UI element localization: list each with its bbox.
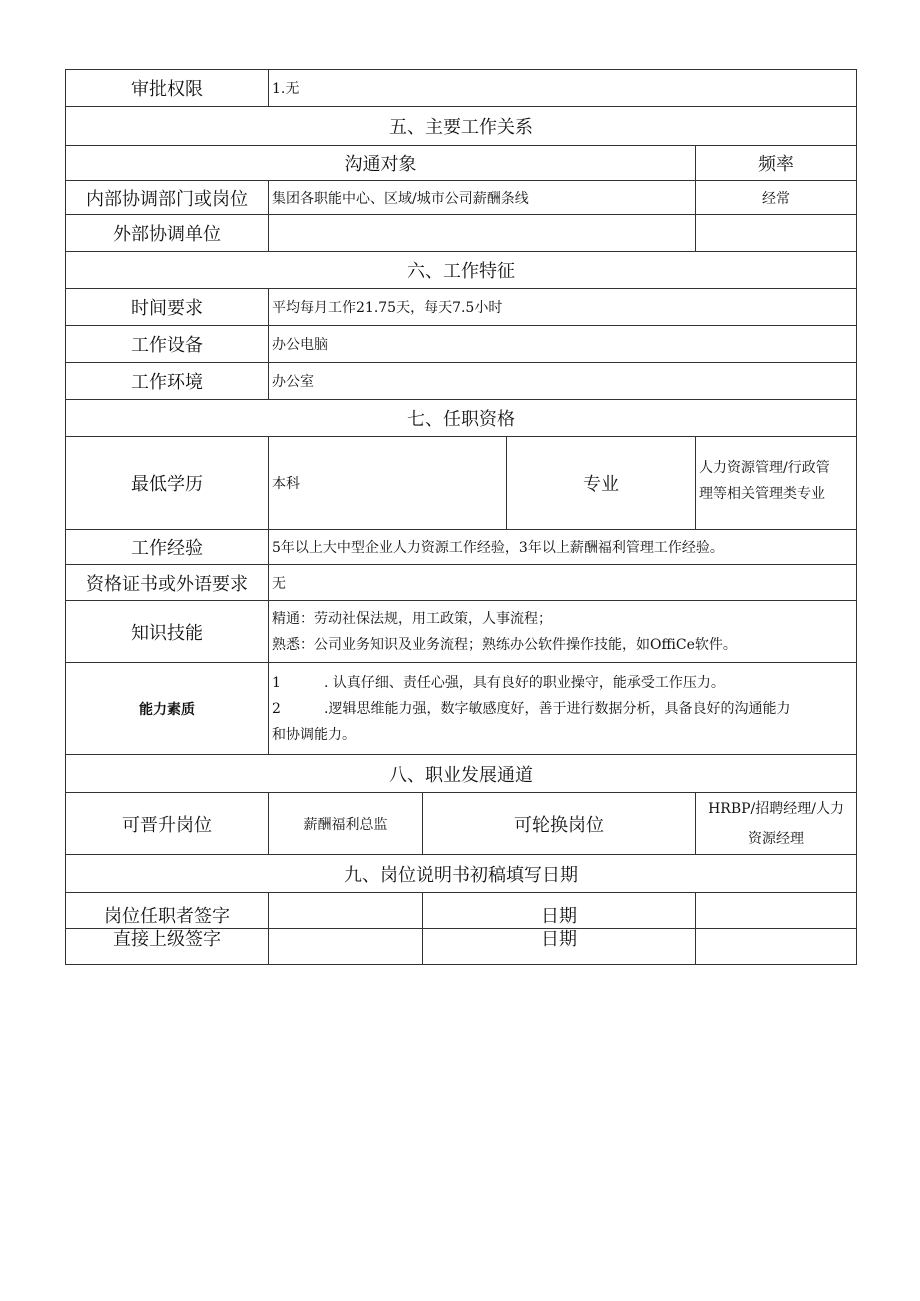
promote-value: 薪酬福利总监 [269, 793, 423, 855]
knowledge-label: 知识技能 [66, 601, 269, 663]
section5-header [66, 107, 857, 146]
external-row [66, 215, 857, 252]
experience-row [66, 530, 857, 565]
experience-value: 5年以上大中型企业人力资源工作经验，3年以上薪酬福利管理工作经验。 [269, 530, 857, 565]
ability-item-1-number: 1 [272, 674, 281, 691]
section9-header [66, 855, 857, 893]
section5-title: 五、主要工作关系 [66, 107, 857, 146]
promote-label: 可晋升岗位 [66, 793, 269, 855]
career-row [66, 793, 857, 855]
knowledge-row [66, 601, 857, 663]
environment-label: 工作环境 [66, 363, 269, 400]
time-label: 时间要求 [66, 289, 269, 326]
time-value: 平均每月工作21.75天，每天7.5小时 [269, 289, 857, 326]
section9-title: 九、岗位说明书初稿填写日期 [66, 855, 857, 893]
section8-title: 八、职业发展通道 [66, 755, 857, 793]
knowledge-value [269, 601, 857, 663]
job-description-table [65, 69, 857, 965]
internal-row [66, 181, 857, 215]
holder-sign-field[interactable] [269, 893, 423, 929]
major-line-2: 理等相关管理类专业 [699, 486, 825, 502]
time-row [66, 289, 857, 326]
ability-label: 能力素质 [66, 663, 269, 755]
approval-value: 1.无 [269, 70, 857, 107]
education-label: 最低学历 [66, 437, 269, 530]
equipment-value: 办公电脑 [269, 326, 857, 363]
supervisor-date-label: 日期 [423, 929, 696, 965]
knowledge-line-1: 精通：劳动社保法规，用工政策，人事流程； [272, 610, 552, 627]
ability-value [269, 663, 857, 755]
ability-item-2-number: 2 [272, 700, 281, 717]
equipment-row [66, 326, 857, 363]
approval-row [66, 70, 857, 107]
supervisor-sign-row [66, 929, 857, 965]
education-value: 本科 [269, 437, 507, 530]
holder-sign-label: 岗位任职者签字 [66, 893, 269, 929]
certificate-value: 无 [269, 565, 857, 601]
internal-label: 内部协调部门或岗位 [66, 181, 269, 215]
ability-item-2-text: .逻辑思维能力强，数字敏感度好，善于进行数据分析，具备良好的沟通能力 [324, 700, 791, 717]
education-row [66, 437, 857, 530]
ability-item-2 [272, 696, 856, 722]
section7-title: 七、任职资格 [66, 400, 857, 437]
major-label: 专业 [507, 437, 696, 530]
ability-item-1 [272, 670, 856, 696]
external-label: 外部协调单位 [66, 215, 269, 252]
section8-header [66, 755, 857, 793]
holder-sign-row [66, 893, 857, 929]
rotate-line-2: 资源经理 [748, 830, 805, 847]
rotate-value [696, 793, 857, 855]
external-freq [696, 215, 857, 252]
section7-header [66, 400, 857, 437]
supervisor-sign-field[interactable] [269, 929, 423, 965]
comm-header-row [66, 146, 857, 181]
holder-date-field[interactable] [696, 893, 857, 929]
certificate-row [66, 565, 857, 601]
knowledge-line-2: 熟悉：公司业务知识及业务流程；熟练办公软件操作技能，如OffiCe软件。 [272, 636, 737, 653]
certificate-label: 资格证书或外语要求 [66, 565, 269, 601]
supervisor-sign-label: 直接上级签字 [66, 929, 269, 965]
ability-item-2-continued: 和协调能力。 [272, 726, 356, 743]
section6-title: 六、工作特征 [66, 252, 857, 289]
environment-row [66, 363, 857, 400]
section6-header [66, 252, 857, 289]
holder-date-label: 日期 [423, 893, 696, 929]
comm-target-header: 沟通对象 [66, 146, 696, 181]
internal-value: 集团各职能中心、区域/城市公司薪酬条线 [269, 181, 696, 215]
internal-freq: 经常 [696, 181, 857, 215]
major-value [696, 437, 857, 530]
environment-value: 办公室 [269, 363, 857, 400]
supervisor-date-field[interactable] [696, 929, 857, 965]
rotate-label: 可轮换岗位 [423, 793, 696, 855]
approval-label: 审批权限 [66, 70, 269, 107]
major-line-1: 人力资源管理/行政管 [699, 460, 830, 476]
experience-label: 工作经验 [66, 530, 269, 565]
ability-row [66, 663, 857, 755]
comm-freq-header: 频率 [696, 146, 857, 181]
ability-item-1-text: . 认真仔细、责任心强，具有良好的职业操守，能承受工作压力。 [324, 674, 725, 691]
external-value [269, 215, 696, 252]
equipment-label: 工作设备 [66, 326, 269, 363]
rotate-line-1: HRBP/招聘经理/人力 [708, 800, 844, 817]
